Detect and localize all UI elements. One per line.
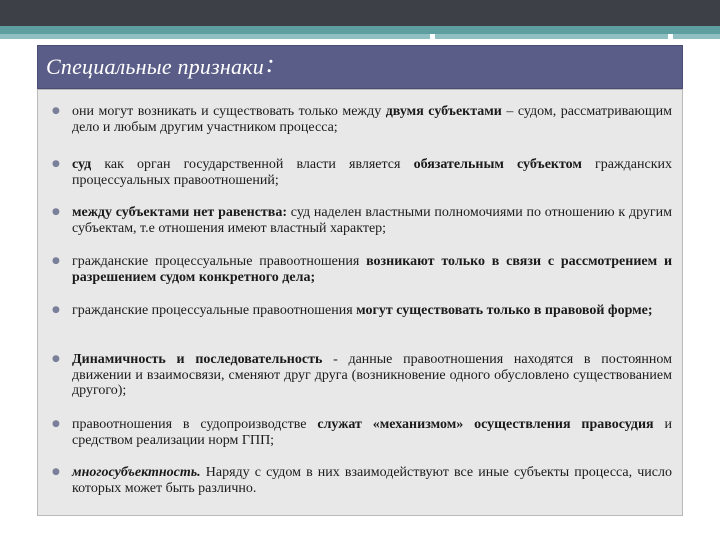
list-item (52, 157, 672, 188)
slide-title: Специальные признаки (46, 54, 264, 79)
list-item-text: они могут возникать и существовать только между двумя субъектами – судом, рассматривающим дело и любым другим участником процесса; (72, 104, 672, 135)
list-item-text: гражданские процессуальные правоотношения могут существовать только в правовой форме; (72, 303, 653, 318)
bullet-icon: ● (52, 305, 60, 315)
bullet-icon: ● (52, 354, 60, 364)
list-item-text: правоотношения в судопроизводстве служат «механизмом» осуществления правосудия и средством реализации норм ГПП; (72, 417, 672, 448)
list-item (52, 303, 672, 319)
list-item (52, 465, 672, 496)
list-item-text: между субъектами нет равенства: суд наделен властными полномочиями по отношению к другим субъектам, т.е отношения имеют властный характер; (72, 205, 672, 236)
list-item (52, 417, 672, 448)
slide-title-colon: : (265, 49, 275, 78)
bullet-icon: ● (52, 159, 60, 169)
bullet-icon: ● (52, 207, 60, 217)
list-item (52, 352, 672, 399)
content-box (37, 89, 683, 516)
top-decorative-bar (0, 0, 720, 26)
top-teal-stripe (0, 26, 720, 34)
list-item (52, 254, 672, 285)
list-item (52, 104, 672, 135)
list-item-text: суд как орган государственной власти является обязательным субъектом гражданских процессуальных правоотношений; (72, 157, 673, 188)
list-item-text: Динамичность и последовательность - данные правоотношения находятся в постоянном движении и взаимосвязи, сменяют друг друга (возникновение одного обусловлено существованием другого); (72, 352, 672, 398)
top-accent-stripe (0, 34, 720, 39)
list-item-text: гражданские процессуальные правоотношения возникают только в связи с рассмотрением и разрешением судом конкретного дела; (72, 254, 673, 285)
bullet-icon: ● (52, 256, 60, 266)
list-item (52, 205, 672, 236)
bullet-icon: ● (52, 467, 60, 477)
slide-title-box (37, 45, 683, 89)
list-item-text: многосубъектность. Наряду с судом в них взаимодействуют все иные субъекты процесса, число которых может быть различно. (72, 465, 672, 496)
bullet-icon: ● (52, 419, 60, 429)
bullet-icon: ● (52, 106, 60, 116)
